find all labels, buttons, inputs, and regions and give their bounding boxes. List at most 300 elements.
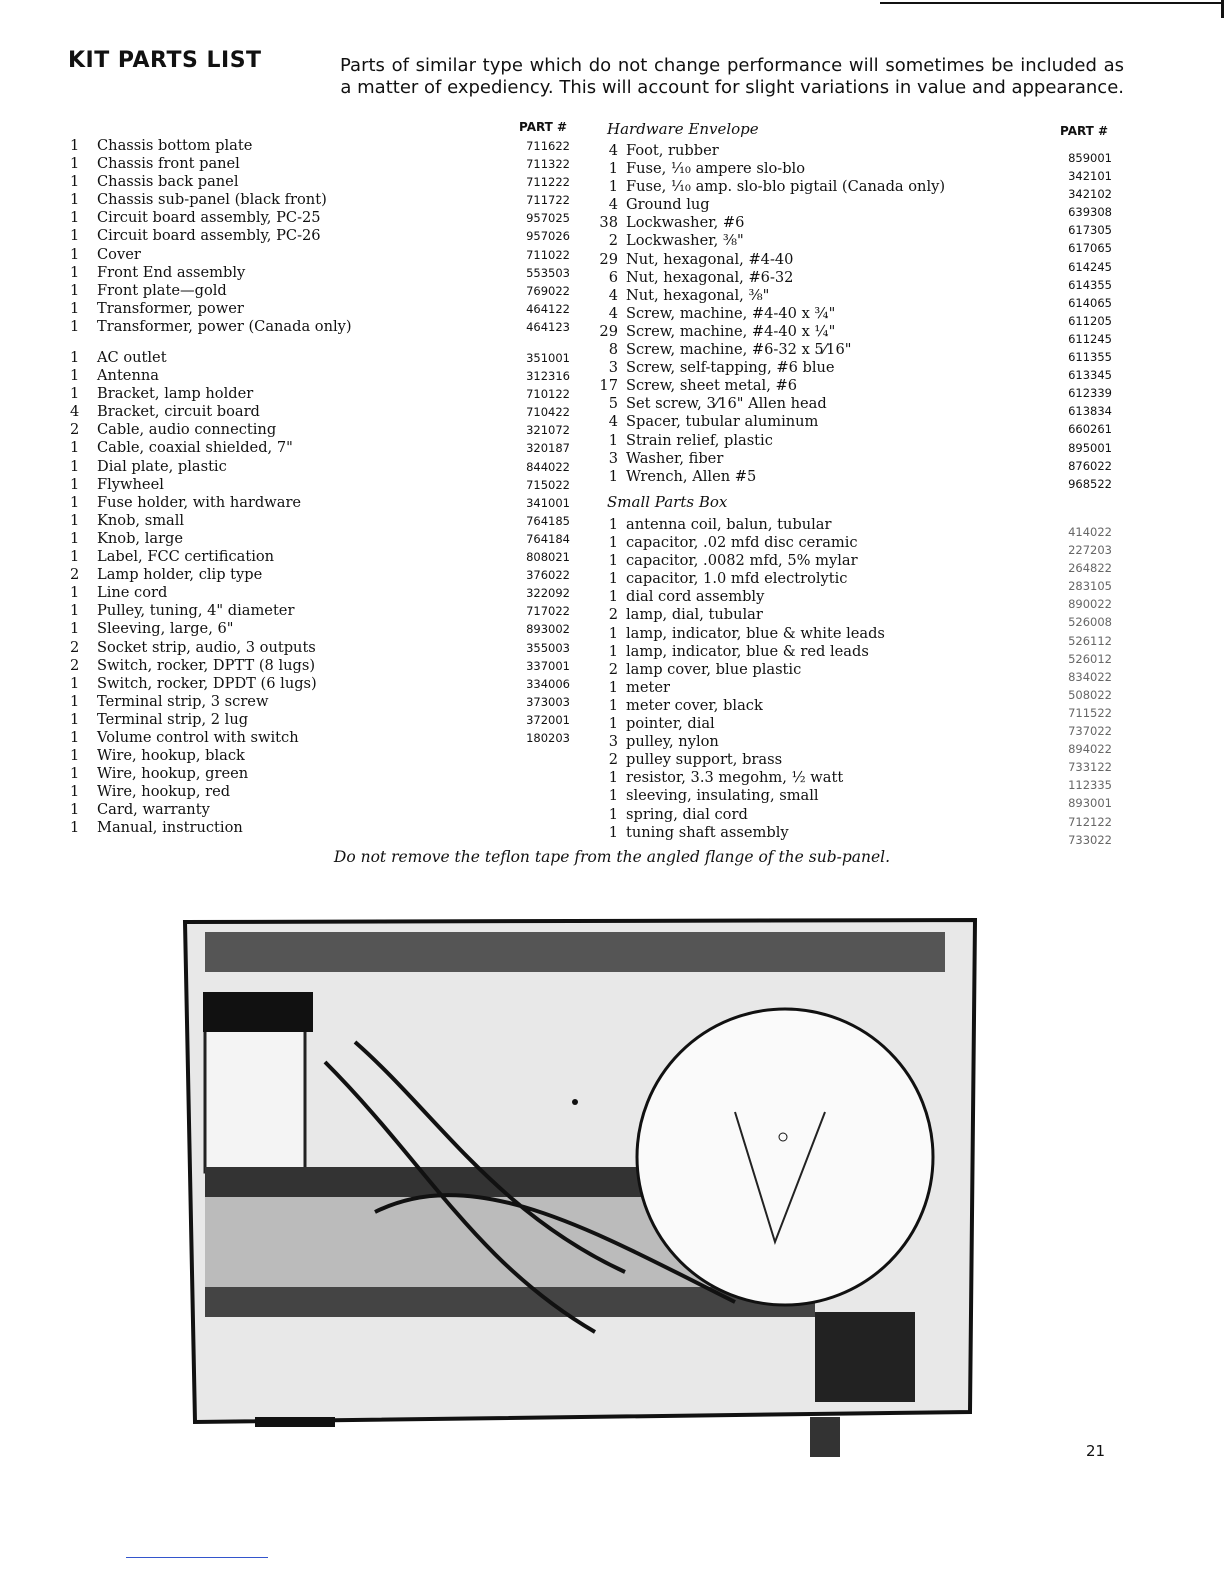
part-name: resistor, 3.3 megohm, ½ watt [626,769,844,787]
part-row [70,300,352,318]
part-qty: 1 [70,511,80,529]
main-parts-numbers [500,137,570,336]
part-qty: 1 [70,457,80,475]
part-number: 614355 [1068,277,1112,292]
part-name: Dial plate, plastic [97,457,227,475]
part-row [70,209,352,227]
part-name: Washer, fiber [626,449,724,467]
part-name: Cable, coaxial shielded, 7" [97,439,293,457]
part-row [588,769,885,787]
part-row [588,359,945,377]
part-qty: 1 [70,801,80,819]
part-row [70,711,317,729]
part-name: Front End assembly [97,263,246,281]
part-number: 968522 [1068,476,1112,491]
part-qty: 1 [70,620,80,638]
part-qty: 1 [70,548,80,566]
part-name: Antenna [97,367,159,385]
part-row [70,264,352,282]
page-title: KIT PARTS LIST [68,48,262,73]
part-name: Socket strip, audio, 3 outputs [97,638,316,656]
part-qty: 1 [608,678,618,696]
part-row [588,142,945,160]
part-name: Nut, hexagonal, #6-32 [626,268,794,286]
small-parts-title: Small Parts Box [607,493,728,511]
part-name: Wire, hookup, black [97,747,245,765]
part-number: 717022 [526,604,570,619]
part-number [500,783,570,801]
part-name: capacitor, .02 mfd disc ceramic [626,534,858,552]
part-number: 334006 [526,676,570,691]
part-name: Switch, rocker, DPTT (8 lugs) [97,656,316,674]
part-row [70,282,352,300]
part-row [588,160,945,178]
part-number: 355003 [526,640,570,655]
part-qty: 1 [608,534,618,552]
part-row [70,367,317,385]
part-row [588,606,885,624]
part-name: Transformer, power (Canada only) [97,317,352,335]
part-qty: 6 [608,268,618,286]
part-name: lamp cover, blue plastic [626,660,802,678]
part-qty: 2 [70,566,80,584]
part-qty: 1 [70,263,80,281]
part-number: 612339 [1068,386,1112,401]
part-number: 844022 [526,459,570,474]
part-qty: 1 [608,642,618,660]
part-name: pulley, nylon [626,733,719,751]
part-qty: 1 [70,173,80,191]
part-row [70,693,317,711]
chassis-photo [175,912,985,1467]
part-row [70,801,317,819]
part-qty: 29 [599,250,618,268]
part-header-left: PART # [519,120,568,134]
part-qty: 2 [608,660,618,678]
part-qty: 1 [70,765,80,783]
part-number: 711522 [1068,705,1112,720]
part-number: 227203 [1068,543,1112,558]
part-number: 733122 [1068,760,1112,775]
part-row [588,232,945,250]
part-name: pulley support, brass [626,751,783,769]
part-qty: 1 [70,692,80,710]
part-qty: 1 [70,227,80,245]
part-name: Screw, machine, #6-32 x 5⁄16" [626,341,852,359]
part-row [70,439,317,457]
part-name: dial cord assembly [626,588,765,606]
part-number: 711022 [526,247,570,262]
part-row [70,494,317,512]
part-name: Manual, instruction [97,819,243,837]
part-name: capacitor, .0082 mfd, 5% mylar [626,552,858,570]
part-number: 613834 [1068,404,1112,419]
part-row [70,349,317,367]
part-qty: 17 [599,377,618,395]
part-qty: 1 [608,552,618,570]
part-number: 321072 [526,423,570,438]
part-row [70,639,317,657]
part-qty: 1 [608,467,618,485]
part-qty: 1 [70,191,80,209]
part-name: sleeving, insulating, small [626,787,819,805]
part-name: Transformer, power [97,299,244,317]
part-qty: 4 [608,142,618,159]
main-parts-list [70,137,352,336]
part-qty: 1 [608,805,618,823]
part-name: lamp, indicator, blue & red leads [626,642,869,660]
part-qty: 1 [608,624,618,642]
part-name: Lockwasher, ⅜" [626,232,744,250]
part-name: Sleeving, large, 6" [97,620,234,638]
part-qty: 1 [608,516,618,533]
part-name: Wire, hookup, red [97,783,231,801]
misc-parts-numbers [500,349,570,838]
part-number: 617065 [1068,241,1112,256]
part-row [70,620,317,638]
part-name: Switch, rocker, DPDT (6 lugs) [97,674,317,692]
part-name: Circuit board assembly, PC-26 [97,227,321,245]
part-name: Knob, large [97,529,184,547]
part-number: 373003 [526,694,570,709]
part-qty: 1 [70,475,80,493]
part-row [588,679,885,697]
part-row [588,661,885,679]
part-qty: 1 [70,819,80,837]
part-name: Card, warranty [97,801,210,819]
part-row [588,413,945,431]
part-row [588,251,945,269]
part-name: Lamp holder, clip type [97,566,263,584]
part-name: Screw, machine, #4-40 x ¼" [626,322,836,340]
part-row [70,765,317,783]
part-qty: 1 [70,367,80,385]
part-number: 372001 [526,712,570,727]
part-row [588,269,945,287]
part-row [70,584,317,602]
part-number: 264822 [1068,561,1112,576]
part-row [588,643,885,661]
part-row [588,733,885,751]
part-number [500,819,570,837]
part-qty: 1 [70,385,80,403]
part-number: 859001 [1068,151,1112,165]
part-qty: 1 [70,439,80,457]
part-qty: 1 [70,317,80,335]
part-number: 711322 [526,157,570,172]
part-qty: 1 [608,570,618,588]
part-qty: 2 [608,232,618,250]
part-number: 112335 [1068,778,1112,793]
part-name: Bracket, circuit board [97,403,260,421]
part-row [588,178,945,196]
note-text: Do not remove the teflon tape from the angled flange of the sub-panel. [333,848,891,866]
part-number: 710122 [526,387,570,402]
part-name: Cover [97,245,141,263]
part-qty: 1 [608,431,618,449]
part-row [70,191,352,209]
part-number: 342102 [1068,187,1112,202]
part-qty: 1 [70,602,80,620]
part-number: 320187 [526,441,570,456]
part-qty: 8 [608,341,618,359]
part-name: meter [626,678,670,696]
part-row [70,246,352,264]
part-number: 611355 [1068,350,1112,365]
part-number: 769022 [526,283,570,298]
top-rule [880,2,1224,4]
part-qty: 1 [70,728,80,746]
part-name: Fuse holder, with hardware [97,493,302,511]
part-name: tuning shaft assembly [626,823,789,841]
part-row [70,675,317,693]
part-row [588,715,885,733]
part-name: Wrench, Allen #5 [626,467,757,485]
part-number: 526112 [1068,633,1112,648]
part-name: Front plate—gold [97,281,227,299]
part-row [588,806,885,824]
part-number: 526008 [1068,615,1112,630]
part-number: 764184 [526,531,570,546]
part-qty: 1 [608,696,618,714]
part-qty: 1 [608,178,618,196]
part-row [588,323,945,341]
part-number: 613345 [1068,368,1112,383]
part-name: spring, dial cord [626,805,748,823]
part-qty: 1 [608,787,618,805]
part-qty: 5 [608,395,618,413]
part-name: Wire, hookup, green [97,765,249,783]
part-number: 893002 [526,622,570,637]
part-row [588,588,885,606]
part-name: pointer, dial [626,715,715,733]
part-name: Volume control with switch [97,728,299,746]
part-name: capacitor, 1.0 mfd electrolytic [626,570,848,588]
part-number: 711222 [526,175,570,190]
part-row [588,468,945,486]
part-name: Terminal strip, 2 lug [97,710,249,728]
part-number: 341001 [526,495,570,510]
part-qty: 1 [608,769,618,787]
part-qty: 29 [599,322,618,340]
part-name: Screw, sheet metal, #6 [626,377,797,395]
part-name: Ground lug [626,196,710,214]
part-number: 957026 [526,229,570,244]
part-qty: 38 [599,214,618,232]
part-number: 464122 [526,301,570,316]
part-name: Label, FCC certification [97,548,275,566]
part-name: Bracket, lamp holder [97,385,254,403]
part-number: 337001 [526,658,570,673]
part-number: 890022 [1068,597,1112,612]
part-row [70,403,317,421]
part-row [588,196,945,214]
part-row [70,747,317,765]
part-qty: 1 [70,783,80,801]
part-name: Nut, hexagonal, ⅜" [626,286,770,304]
part-name: lamp, indicator, blue & white leads [626,624,885,642]
part-qty: 2 [608,606,618,624]
part-qty: 2 [608,751,618,769]
part-row [588,287,945,305]
part-number: 414022 [1068,525,1112,539]
part-name: antenna coil, balun, tubular [626,516,832,533]
part-qty: 1 [70,299,80,317]
part-number: 553503 [526,265,570,280]
part-qty: 1 [70,349,80,366]
part-number: 464123 [526,319,570,334]
part-header-right: PART # [1060,124,1109,138]
part-number: 895001 [1068,440,1112,455]
part-number: 808021 [526,550,570,565]
part-qty: 1 [70,155,80,173]
part-name: Chassis front panel [97,155,240,173]
part-qty: 1 [70,137,80,154]
hardware-list [588,142,945,486]
part-qty: 1 [70,529,80,547]
part-name: Flywheel [97,475,164,493]
part-name: Line cord [97,584,168,602]
part-name: Fuse, ⅒ ampere slo-blo [626,160,806,178]
part-name: Chassis sub-panel (black front) [97,191,327,209]
part-qty: 1 [70,674,80,692]
part-qty: 3 [608,449,618,467]
part-qty: 4 [608,286,618,304]
part-row [588,214,945,232]
part-number [500,765,570,783]
part-number: 617305 [1068,223,1112,238]
part-row [588,395,945,413]
part-number: 639308 [1068,205,1112,220]
part-qty: 4 [608,413,618,431]
part-number: 611205 [1068,313,1112,328]
part-name: Spacer, tubular aluminum [626,413,819,431]
page-number: 21 [1086,1442,1106,1460]
part-row [588,824,885,842]
part-row [70,530,317,548]
part-name: Foot, rubber [626,142,719,159]
part-row [588,516,885,534]
part-name: AC outlet [97,349,167,366]
part-row [588,377,945,395]
part-name: Screw, self-tapping, #6 blue [626,359,835,377]
part-number: 180203 [526,730,570,745]
hardware-title: Hardware Envelope [607,120,759,138]
part-number: 834022 [1068,669,1112,684]
part-number: 710422 [526,405,570,420]
part-qty: 1 [70,245,80,263]
small-parts-list [588,516,885,842]
part-row [70,227,352,245]
part-name: Screw, machine, #4-40 x ¾" [626,304,836,322]
part-qty: 1 [70,281,80,299]
part-number: 526012 [1068,651,1112,666]
part-row [70,318,352,336]
part-row [588,751,885,769]
part-number: 737022 [1068,724,1112,739]
part-row [70,602,317,620]
part-number: 322092 [526,586,570,601]
part-qty: 2 [70,638,80,656]
part-row [588,697,885,715]
part-number: 508022 [1068,687,1112,702]
part-qty: 1 [70,584,80,602]
part-row [70,548,317,566]
part-qty: 1 [608,588,618,606]
part-number: 876022 [1068,458,1112,473]
part-name: Strain relief, plastic [626,431,773,449]
part-number: 957025 [526,211,570,226]
part-row [70,819,317,837]
part-row [588,552,885,570]
part-qty: 1 [608,715,618,733]
part-row [588,341,945,359]
part-row [70,476,317,494]
part-qty: 1 [70,710,80,728]
part-number: 611245 [1068,331,1112,346]
part-qty: 2 [70,656,80,674]
part-row [70,512,317,530]
intro-text: Parts of similar type which do not change performance will sometimes be included as a matter of expediency. This will account for slight variations in value and appearance. [340,55,1124,98]
part-row [588,450,945,468]
part-number: 715022 [526,477,570,492]
part-qty: 1 [70,493,80,511]
part-number: 312316 [526,369,570,384]
part-qty: 4 [70,403,80,421]
part-qty: 3 [608,733,618,751]
part-name: Lockwasher, #6 [626,214,745,232]
part-name: Pulley, tuning, 4" diameter [97,602,295,620]
misc-parts-list [70,349,317,838]
part-row [588,570,885,588]
part-row [70,421,317,439]
part-qty: 2 [70,421,80,439]
part-row [588,625,885,643]
part-number: 660261 [1068,422,1112,437]
part-row [70,173,352,191]
part-qty: 1 [608,823,618,841]
part-number: 614245 [1068,259,1112,274]
part-row [70,137,352,155]
part-row [70,783,317,801]
part-number [500,747,570,765]
part-number: 894022 [1068,742,1112,757]
part-name: Chassis bottom plate [97,137,253,154]
small-parts-numbers [1040,523,1112,849]
part-qty: 1 [608,160,618,178]
part-number: 711722 [526,193,570,208]
part-name: Circuit board assembly, PC-25 [97,209,321,227]
part-name: meter cover, black [626,696,763,714]
part-name: Fuse, ⅒ amp. slo-blo pigtail (Canada only) [626,178,946,196]
part-row [588,432,945,450]
part-row [70,155,352,173]
part-number: 712122 [1068,814,1112,829]
part-number: 711622 [526,139,570,153]
part-row [70,458,317,476]
part-row [70,657,317,675]
part-row [588,534,885,552]
part-name: Chassis back panel [97,173,239,191]
part-name: Cable, audio connecting [97,421,277,439]
part-number: 764185 [526,513,570,528]
part-row [70,729,317,747]
part-number: 376022 [526,568,570,583]
part-name: Knob, small [97,511,185,529]
part-row [70,566,317,584]
part-number: 283105 [1068,579,1112,594]
part-row [588,305,945,323]
